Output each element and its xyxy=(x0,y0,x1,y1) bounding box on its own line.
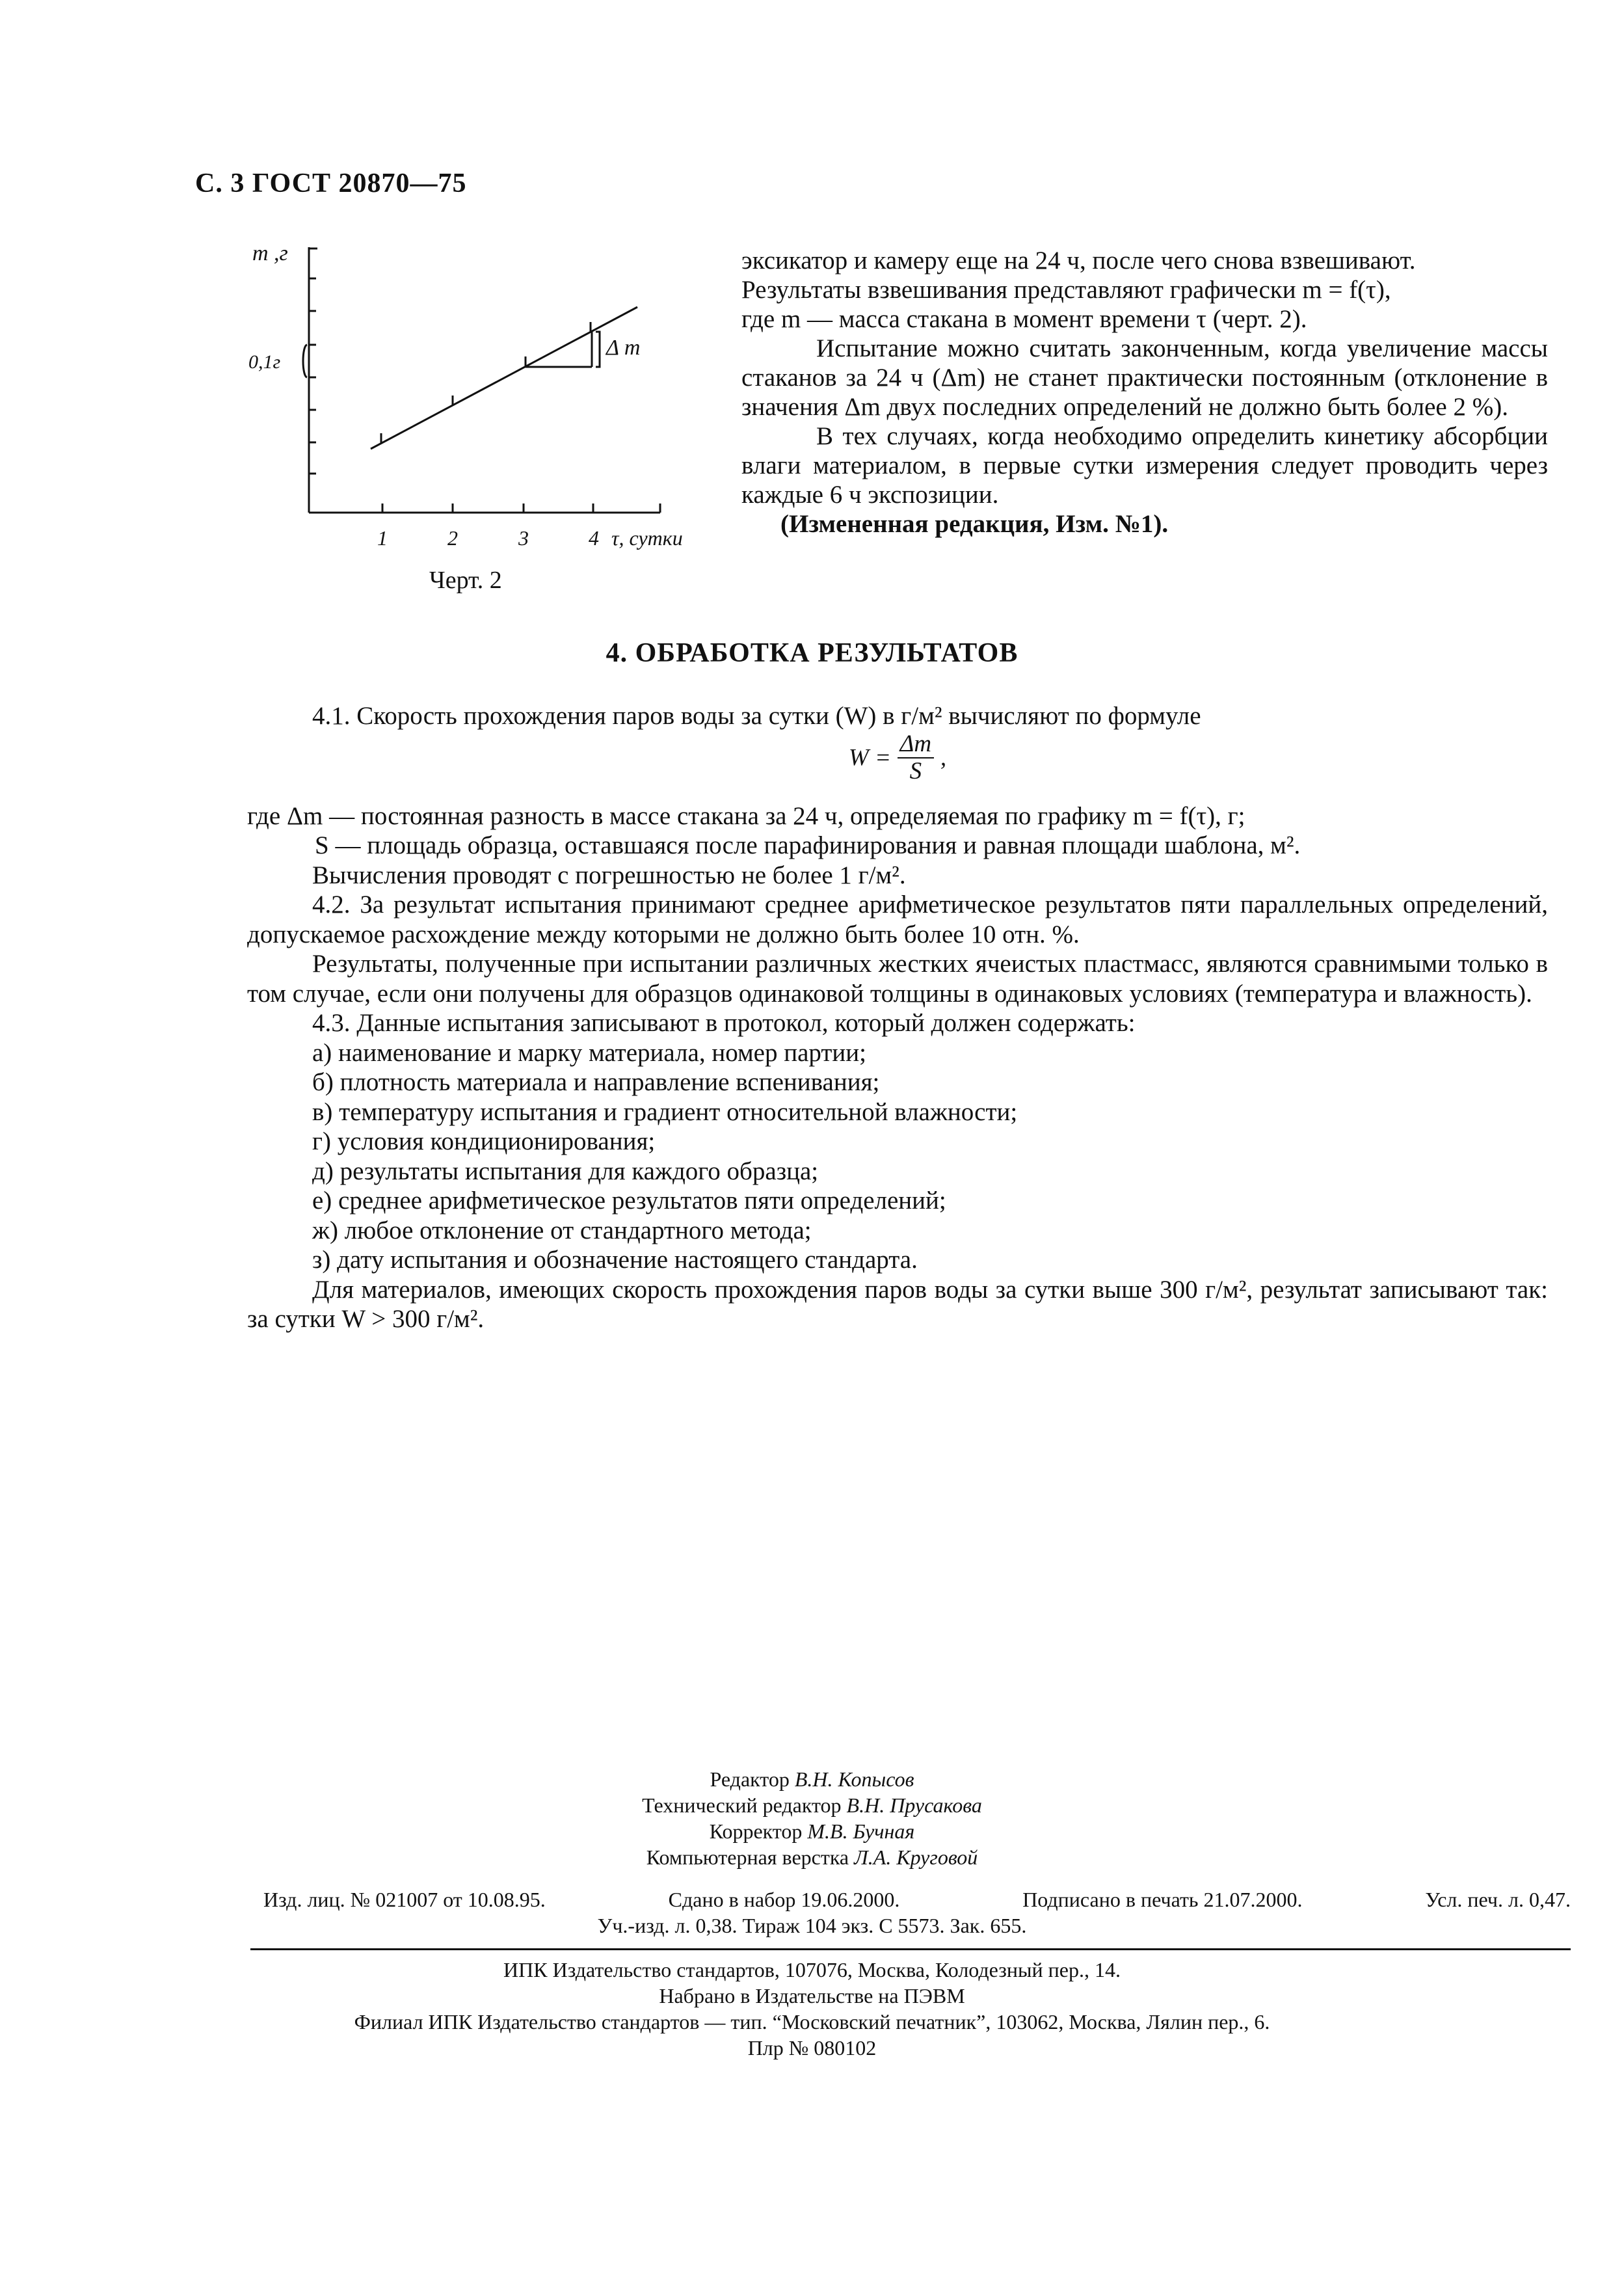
page-header: С. 3 ГОСТ 20870—75 xyxy=(195,168,467,198)
list-item: б) плотность материала и направление вспенивания; xyxy=(312,1068,880,1096)
credit-name: М.В. Бучная xyxy=(807,1819,915,1843)
x-tick-3: 3 xyxy=(518,526,529,550)
formula-denominator: S xyxy=(909,757,922,785)
credit-role: Технический редактор xyxy=(642,1793,842,1817)
credit-role: Компьютерная верстка xyxy=(646,1846,849,1869)
clause-4-2: 4.2. За результат испытания принимают среднее арифметическое результатов пяти параллельных определений, допускаемое расхождение между которыми не должно быть более 10 отн. %. xyxy=(247,891,1548,948)
y-scale-brace xyxy=(303,345,307,377)
delta-bracket xyxy=(596,332,600,367)
clause-4-3: 4.3. Данные испытания записывают в протокол, который должен содержать: xyxy=(312,1009,1136,1037)
right-line-3: где m — масса стакана в момент времени τ (черт. 2). xyxy=(741,305,1307,333)
y-axis-label: m ,г xyxy=(252,241,288,265)
imprint xyxy=(0,1957,1624,2061)
credit-proofreader xyxy=(0,1818,1624,1844)
figure-chart-2 xyxy=(234,234,715,559)
y-scale-label: 0,1г xyxy=(248,351,281,373)
section-body xyxy=(247,701,1548,1334)
printed-sheets: Усл. печ. л. 0,47. xyxy=(1425,1888,1571,1911)
imprint-line: Набрано в Издательстве на ПЭВМ xyxy=(659,1984,965,2007)
where-s: S — площадь образца, оставшаяся после парафинирования и равная площади шаблона, м². xyxy=(315,831,1301,859)
signed-to-print: Подписано в печать 21.07.2000. xyxy=(1022,1888,1303,1911)
right-line-2: Результаты взвешивания представляют графически m = f(τ), xyxy=(741,276,1391,304)
x-axis-label: τ, сутки xyxy=(611,526,683,550)
credit-role: Корректор xyxy=(709,1819,803,1843)
credit-layout xyxy=(0,1844,1624,1870)
list-item: а) наименование и марку материала, номер партии; xyxy=(312,1038,866,1067)
publication-info-line-2: Уч.-изд. л. 0,38. Тираж 104 экз. С 5573. Зак. 655. xyxy=(597,1914,1027,1937)
section-title: 4. ОБРАБОТКА РЕЗУЛЬТАТОВ xyxy=(606,638,1018,668)
formula-fraction xyxy=(898,731,934,785)
list-item: з) дату испытания и обозначение настоящего стандарта. xyxy=(312,1246,918,1274)
list-item: е) среднее арифметическое результатов пяти определений; xyxy=(312,1187,946,1215)
clause-4-2-comparability: Результаты, полученные при испытании различных жестких ячеистых пластмасс, являются сравнимыми только в том случае, если они получены для образцов одинаковой толщины в одинаковых условиях (температура и влажность). xyxy=(247,950,1548,1008)
credits xyxy=(0,1766,1624,1870)
divider xyxy=(250,1948,1571,1950)
x-tick-1: 1 xyxy=(377,526,388,550)
license: Изд. лиц. № 021007 от 10.08.95. xyxy=(263,1888,546,1911)
right-column-text xyxy=(741,246,1548,539)
list-item: в) температуру испытания и градиент относительной влажности; xyxy=(312,1097,1018,1126)
delta-label: Δ m xyxy=(606,336,641,360)
list-item: ж) любое отклонение от стандартного метода; xyxy=(312,1216,812,1244)
amendment-note: (Измененная редакция, Изм. №1). xyxy=(780,510,1169,538)
formula-lhs: W = xyxy=(848,744,891,771)
publication-info-line-1 xyxy=(263,1888,1571,1912)
credit-name: Л.А. Круговой xyxy=(854,1846,978,1869)
formula-tail: , xyxy=(940,744,947,771)
formula-numerator: Δm xyxy=(898,731,934,758)
credit-editor xyxy=(0,1766,1624,1792)
kinetics-paragraph: В тех случаях, когда необходимо определить кинетику абсорбции влаги материалом, в первые сутки измерения следует проводить через каждые 6 ч экспозиции. xyxy=(741,422,1548,509)
right-line-1: эксикатор и камеру еще на 24 ч, после чего снова взвешивают. xyxy=(741,247,1416,275)
list-item: г) условия кондиционирования; xyxy=(312,1127,656,1155)
credit-name: В.Н. Прусакова xyxy=(846,1793,982,1817)
imprint-line: Плр № 080102 xyxy=(747,2036,877,2060)
accuracy-note: Вычисления проводят с погрешностью не более 1 г/м². xyxy=(312,861,906,889)
imprint-line: Филиал ИПК Издательство стандартов — тип. “Московский печатник”, 103062, Москва, Лялин пер., 6. xyxy=(354,2010,1270,2034)
sent-to-typesetting: Сдано в набор 19.06.2000. xyxy=(668,1888,900,1911)
credit-tech-editor xyxy=(0,1792,1624,1818)
formula xyxy=(247,731,1548,801)
list-item: д) результаты испытания для каждого образца; xyxy=(312,1157,819,1185)
credit-name: В.Н. Копысов xyxy=(794,1767,914,1791)
figure-caption: Черт. 2 xyxy=(429,567,502,594)
clause-4-1: 4.1. Скорость прохождения паров воды за сутки (W) в г/м² вычисляют по формуле xyxy=(312,702,1201,730)
credit-role: Редактор xyxy=(710,1767,790,1791)
completion-criterion: Испытание можно считать законченным, когда увеличение массы стаканов за 24 ч (Δm) не станет практически постоянным (отклонение в значения Δm двух последних определений не должно быть более 2 %). xyxy=(741,334,1548,421)
x-tick-2: 2 xyxy=(447,526,458,550)
data-line xyxy=(371,307,637,449)
where-delta-m: где Δm — постоянная разность в массе стакана за 24 ч, определяемая по графику m = f(τ), г; xyxy=(247,801,1245,830)
x-tick-4: 4 xyxy=(589,526,599,550)
imprint-line: ИПК Издательство стандартов, 107076, Москва, Колодезный пер., 14. xyxy=(503,1958,1121,1981)
final-rule: Для материалов, имеющих скорость прохождения паров воды за сутки выше 300 г/м², результат записывают так: за сутки W > 300 г/м². xyxy=(247,1275,1548,1333)
